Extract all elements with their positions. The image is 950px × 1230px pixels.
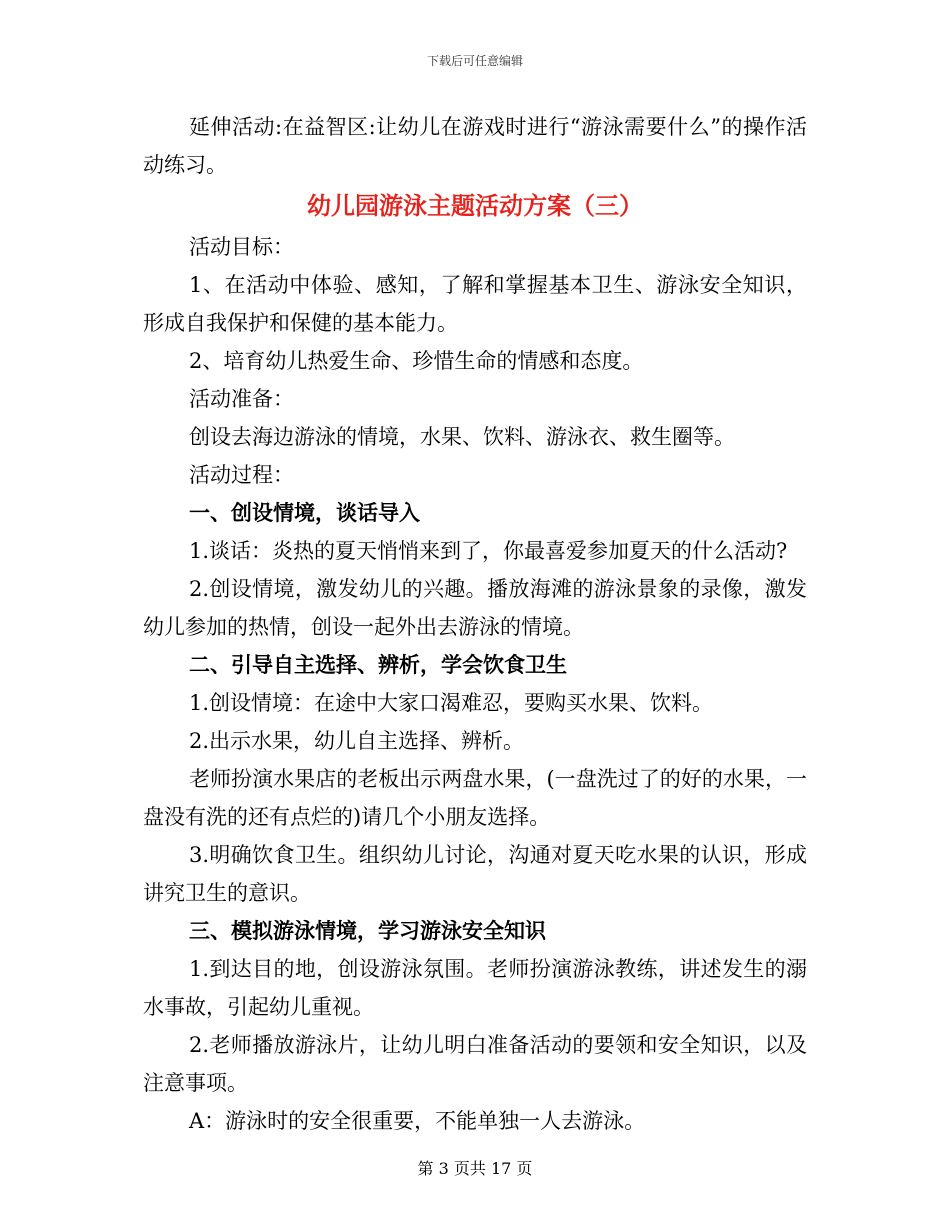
paragraph-step-3-1: 1.到达目的地，创设游泳氛围。老师扮演游泳教练，讲述发生的溺水事故，引起幼儿重视。 [143, 957, 807, 1019]
paragraph-process-label: 活动过程： [189, 463, 294, 487]
heading-step-1: 一、创设情境，谈话导入 [189, 500, 420, 525]
document-body [143, 108, 807, 1140]
paragraph-extension-activity: 延伸活动:在益智区:让幼儿在游戏时进行“游泳需要什么”的操作活动练习。 [143, 115, 807, 177]
paragraph-step-3-2: 2.老师播放游泳片，让幼儿明白准备活动的要领和安全知识，以及注意事项。 [143, 1033, 807, 1095]
page-header: 下载后可任意编辑 [426, 54, 523, 68]
paragraph-preparation-label: 活动准备： [189, 387, 294, 411]
paragraph-step-3-a: A：游泳时的安全很重要，不能单独一人去游泳。 [189, 1109, 646, 1133]
paragraph-step-2-3: 3.明确饮食卫生。组织幼儿讨论，沟通对夏天吃水果的认识，形成讲究卫生的意识。 [143, 843, 807, 905]
heading-step-3: 三、模拟游泳情境，学习游泳安全知识 [189, 918, 546, 943]
paragraph-step-2-detail: 老师扮演水果店的老板出示两盘水果，(一盘洗过了的好的水果，一盘没有洗的还有点烂的)请几个小朋友选择。 [143, 767, 807, 829]
paragraph-goal-1: 1、在活动中体验、感知，了解和掌握基本卫生、游泳安全知识，形成自我保护和保健的基本能力。 [143, 273, 807, 335]
paragraph-goal-2: 2、培育幼儿热爱生命、珍惜生命的情感和态度。 [189, 349, 644, 373]
section-title: 幼儿园游泳主题活动方案（三） [307, 191, 643, 220]
paragraph-step-2-2: 2.出示水果，幼儿自主选择、辨析。 [189, 729, 525, 753]
heading-step-2: 二、引导自主选择、辨析，学会饮食卫生 [189, 652, 567, 677]
paragraph-goals-label: 活动目标： [189, 235, 294, 259]
page-footer: 第 3 页共 17 页 [417, 1159, 533, 1178]
paragraph-step-1-1: 1.谈话：炎热的夏天悄悄来到了，你最喜爱参加夏天的什么活动? [189, 539, 788, 563]
paragraph-preparation: 创设去海边游泳的情境，水果、饮料、游泳衣、救生圈等。 [189, 425, 735, 449]
paragraph-step-1-2: 2.创设情境，激发幼儿的兴趣。播放海滩的游泳景象的录像，激发幼儿参加的热情，创设一起外出去游泳的情境。 [143, 577, 807, 639]
paragraph-step-2-1: 1.创设情境：在途中大家口渴难忍，要购买水果、饮料。 [189, 691, 714, 715]
